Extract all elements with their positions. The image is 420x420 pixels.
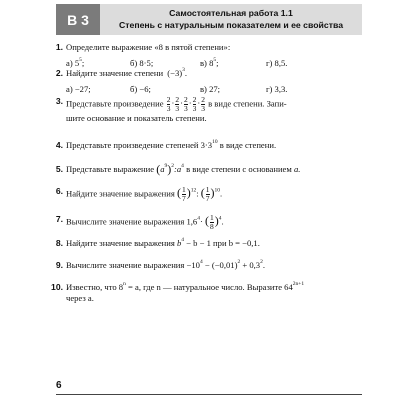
page-number: 6 (56, 380, 62, 391)
option-g: г) 8,5. (266, 58, 288, 68)
task-number: 8. (55, 238, 63, 248)
task-text: Определите выражение «8 в пятой степени»: (66, 42, 231, 52)
option-a: а) 5 (66, 58, 80, 68)
task-number: 6. (55, 186, 63, 196)
task-1 (55, 42, 366, 69)
answer-options (66, 84, 366, 95)
task-9: 9. Вычислите значение выражения $-10^4 - (-0,01)^2 + 0,3^2$. (66, 260, 366, 271)
task-8: 8. Найдите значение выражения $b^4 - b - 1$ при b = −0,1. (66, 238, 366, 249)
fraction-product: $\frac{2}{3}$ · $\frac{2}{3}$ · $\frac{2}{3}$ · $\frac{2}{3}$ · $\frac{2}{3}$ (166, 95, 205, 113)
task-number: 1. (55, 42, 63, 52)
task-number: 4. (55, 140, 63, 150)
footer-rule (56, 394, 362, 395)
option-v: в) 27; (200, 84, 221, 94)
worksheet-header (56, 4, 362, 35)
task-number: 2. (55, 68, 63, 78)
header-title-box (100, 4, 362, 35)
option-a: а) −27; (66, 84, 91, 94)
task-number: 7. (55, 214, 63, 224)
answer-options: а) $5^5$; б) 8·5; в) $8^5$; г) 8,5. (66, 57, 288, 68)
task-5: 5. Представьте выражение $(a^9)^2:a^4$ в виде степени с основанием a. (66, 164, 366, 175)
task-number: 9. (55, 260, 63, 270)
task-4: 4. Представьте произведение степеней $3\cdot 3^{10}$ в виде степени. (66, 140, 366, 151)
task-3: 3. Представьте произведение $\frac{2}{3}$ · $\frac{2}{3}$ · $\frac{2}{3}$ · $\frac{2}{3}$ · $\frac{2}{3}$ в виде степени. Запи- шите основание и показатель степени. (66, 96, 366, 124)
task-number: 3. (55, 96, 63, 106)
option-b: б) −6; (130, 84, 151, 94)
header-title: Самостоятельная работа 1.1 (169, 8, 293, 18)
task-6: 6. Найдите значение выражения ( $\frac{1}{7}$ )$^{12}$: ( $\frac{1}{7}$ )$^{10}$. (66, 186, 366, 203)
task-2: 2. Найдите значение степени $(-3)^3$. а) −27; б) −6; в) 27; г) 3,3. (66, 68, 366, 95)
task-number: 5. (55, 164, 63, 174)
option-g: г) 3,3. (266, 84, 288, 94)
header-subtitle: Степень с натуральным показателем и ее свойства (118, 20, 344, 30)
option-v: в) 8 (200, 58, 214, 68)
task-number: 10. (51, 282, 63, 292)
option-b: б) 8·5; (130, 58, 154, 68)
variant-badge: В 3 (56, 4, 100, 35)
task-10: 10. Известно, что 8$^n$ = a, где n — натуральное число. Выразите $64^{2n+1}$ через a. (51, 281, 305, 303)
task-7: 7. Вычислите значение выражения $1,6^4\cdot$ ( $\frac{1}{8}$ )$^4$. (66, 214, 366, 231)
